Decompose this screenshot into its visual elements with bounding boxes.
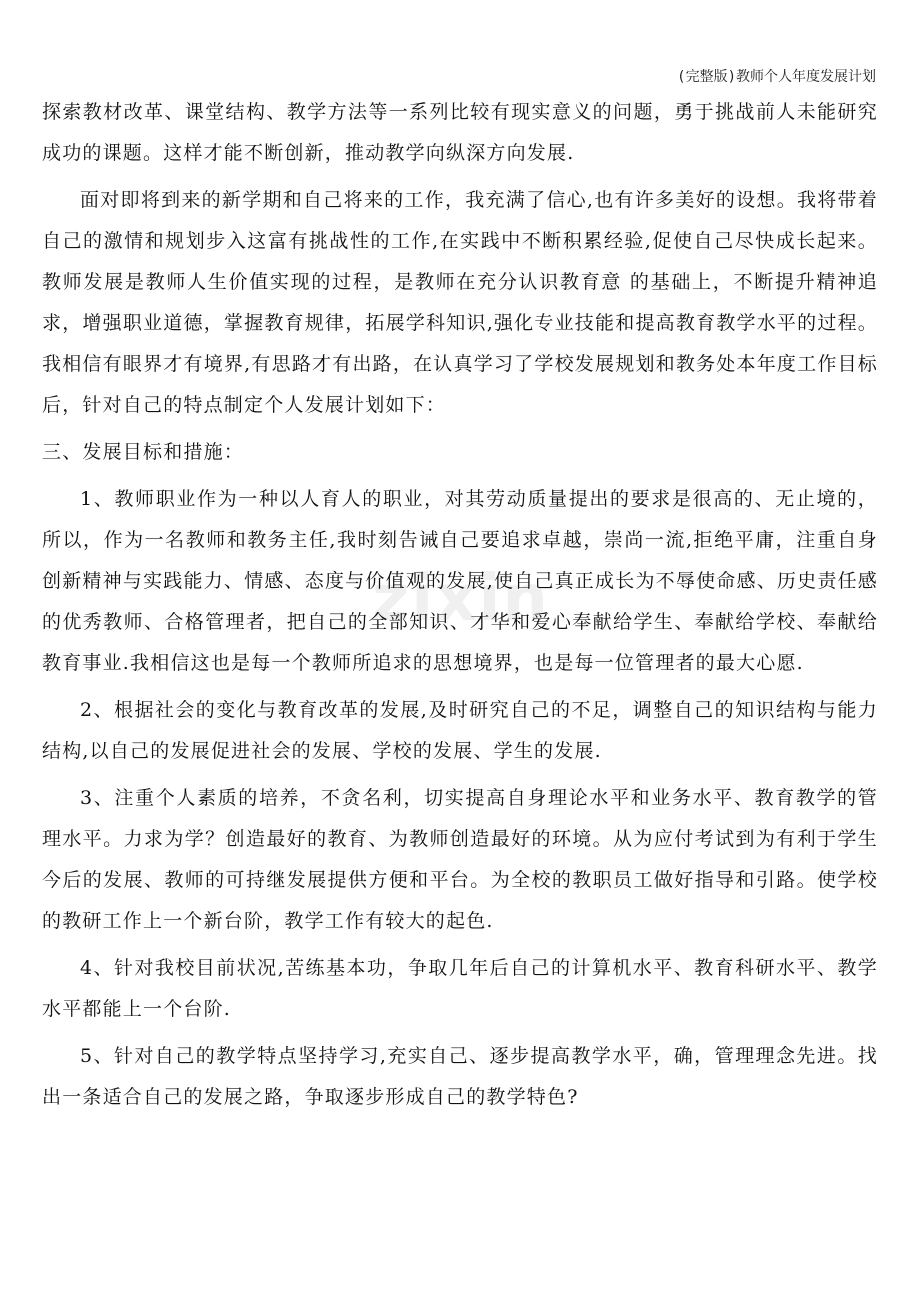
- goal-item-2: 2、根据社会的变化与教育改革的发展,及时研究自己的不足，调整自己的知识结构与能力结构,以自己的发展促进社会的发展、学校的发展、学生的发展.: [42, 699, 878, 762]
- goal-item-3: 3、注重个人素质的培养，不贪名利，切实提高自身理论水平和业务水平、教育教学的管理水平。力求为学？创造最好的教育、为教师创造最好的环境。从为应付考试到为有利于学生今后的发展、教师的可持继发展提供方便和平台。为全校的教职员工做好指导和引路。使学校的教研工作上一个新台阶，教学工作有较大的起色.: [42, 787, 878, 932]
- document-body: [42, 92, 878, 1124]
- section-heading: 三、发展目标和措施：: [42, 441, 245, 463]
- goal-item-5: 5、针对自己的教学特点坚持学习,充实自己、逐步提高教学水平，确，管理理念先进。找出一条适合自己的发展之路，争取逐步形成自己的教学特色?: [42, 1045, 878, 1108]
- paragraph-continuation: 探索教材改革、课堂结构、教学方法等一系列比较有现实意义的问题，勇于挑战前人未能研究成功的课题。这样才能不断创新，推动教学向纵深方向发展.: [42, 101, 878, 164]
- goal-item-1: 1、教师职业作为一种以人育人的职业，对其劳动质量提出的要求是很高的、无止境的，所以，作为一名教师和教务主任,我时刻告诫自己要追求卓越，崇尚一流,拒绝平庸，注重自身创新精神与实践能力、情感、态度与价值观的发展,使自己真正成长为不辱使命感、历史责任感的优秀教师、合格管理者，把自己的全部知识、才华和爱心奉献给学生、奉献给学校、奉献给教育事业.我相信这也是每一个教师所追求的思想境界，也是每一位管理者的最大心愿.: [42, 488, 878, 674]
- watermark: zixin: [372, 562, 550, 636]
- paragraph-intro: 面对即将到来的新学期和自己将来的工作，我充满了信心,也有许多美好的设想。我将带着自己的激情和规划步入这富有挑战性的工作,在实践中不断积累经验,促使自己尽快成长起来。教师发展是教师人生价值实现的过程，是教师在充分认识教育意 的基础上，不断提升精神追求，增强职业道德，掌握教育规律，拓展学科知识,强化专业技能和提高教育教学水平的过程。我相信有眼界才有境界,有思路才有出路，在认真学习了学校发展规划和教务处本年度工作目标后，针对自己的特点制定个人发展计划如下：: [42, 189, 878, 416]
- page-header: (完整版)教师个人年度发展计划: [677, 69, 876, 85]
- goal-item-4: 4、针对我校目前状况,苦练基本功，争取几年后自己的计算机水平、教育科研水平、教学水平都能上一个台阶.: [42, 957, 878, 1020]
